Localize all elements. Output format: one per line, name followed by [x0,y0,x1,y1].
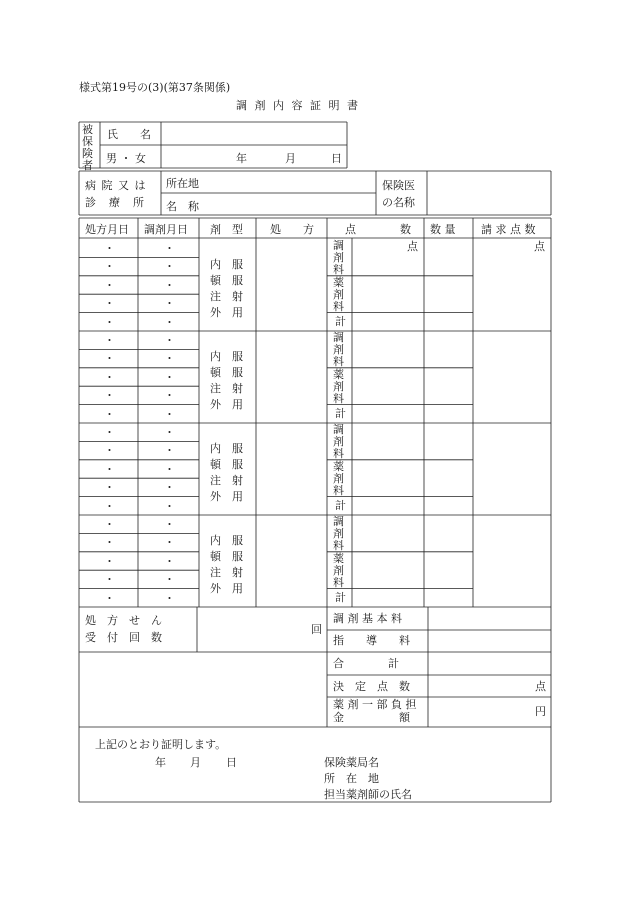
disp-date-dot: ・ [164,462,175,476]
insured-day-label: 日 [331,152,342,165]
disp-date-dot: ・ [164,370,175,384]
claim-points-unit: 点 [534,240,545,253]
dosage-form-option: 外 用 [210,398,243,411]
disp-date-dot: ・ [164,278,175,292]
rx-date-dot: ・ [104,444,115,458]
hospital-address-label: 所在地 [166,177,199,190]
insured-year-label: 年 [236,152,247,165]
disp-date-dot: ・ [164,352,175,366]
dosage-form-option: 外 用 [210,490,243,503]
dispensing-fee-label: 調剤料 [333,331,344,368]
dosage-form-option: 頓 服 [210,550,243,563]
disp-date-dot: ・ [164,481,175,495]
disp-date-dot: ・ [164,426,175,439]
dosage-form-option: 頓 服 [210,458,243,471]
header-quantity: 数 量 [430,223,456,236]
dosage-form-option: 注 射 [210,290,243,303]
dosage-form-option: 外 用 [210,306,243,319]
disp-date-dot: ・ [164,444,175,458]
dosage-form-option: 注 射 [210,566,243,579]
rx-date-dot: ・ [104,334,115,347]
disp-date-dot: ・ [164,242,175,255]
doctor-label-line1: 保険医 [382,179,415,192]
document-title: 調 剤 内 容 証 明 書 [236,99,360,112]
rx-date-dot: ・ [104,426,115,439]
insured-label: 被保険者 [82,123,93,172]
hospital-name-label: 名 称 [166,200,199,213]
drug-fee-label: 薬剤料 [333,368,344,405]
rx-receipt-unit: 回 [311,623,322,636]
dosage-form-option: 内 服 [210,442,243,455]
dosage-form-option: 内 服 [210,350,243,363]
cert-month-label: 月 [190,756,201,769]
rx-date-dot: ・ [104,297,115,311]
rx-date-dot: ・ [104,481,115,495]
disp-date-dot: ・ [164,591,175,605]
cert-day-label: 日 [226,756,237,769]
disp-date-dot: ・ [164,407,175,421]
rx-date-dot: ・ [104,242,115,255]
determined-points-unit: 点 [535,680,546,693]
disp-date-dot: ・ [164,260,175,274]
rx-date-dot: ・ [104,462,115,476]
header-dosage-form: 剤 型 [210,223,243,236]
dispensing-fee-label: 調剤料 [333,239,344,276]
disp-date-dot: ・ [164,315,175,329]
insured-name-label: 氏 名 [107,128,151,141]
guidance-fee-label: 指 導 料 [333,634,410,647]
subtotal-label: 計 [335,407,346,420]
header-rx-date: 処方月日 [85,223,129,236]
disp-date-dot: ・ [164,334,175,347]
drug-fee-label: 薬剤料 [333,276,344,313]
dosage-form-option: 内 服 [210,258,243,271]
pharmacist-name-label: 担当薬剤師の氏名 [324,788,412,801]
certification-statement: 上記のとおり証明します。 [95,738,227,751]
copay-unit: 円 [535,705,546,718]
subtotal-label: 計 [335,315,346,328]
rx-date-dot: ・ [104,389,115,403]
dosage-form-option: 頓 服 [210,366,243,379]
copay-label-line1: 薬 剤 一 部 負 担 [333,698,417,711]
rx-date-dot: ・ [104,554,115,568]
form-number: 様式第19号の(3)(第37条関係) [79,81,231,94]
rx-date-dot: ・ [104,370,115,384]
insured-sex-label: 男 ・ 女 [106,152,146,165]
dispensing-fee-label: 調剤料 [333,423,344,460]
dispensing-fee-label: 調剤料 [333,515,344,552]
cert-year-label: 年 [155,756,166,769]
disp-date-dot: ・ [164,518,175,531]
rx-date-dot: ・ [104,536,115,550]
basic-fee-label: 調 剤 基 本 料 [333,612,402,625]
rx-receipt-label-line1: 処 方 せ ん [85,614,162,627]
hospital-label-line2: 診 療 所 [85,196,145,209]
copay-label-line2: 金 額 [333,711,410,724]
dosage-form-option: 頓 服 [210,274,243,287]
rx-date-dot: ・ [104,499,115,513]
disp-date-dot: ・ [164,389,175,403]
disp-date-dot: ・ [164,499,175,513]
drug-fee-label: 薬剤料 [333,552,344,589]
header-disp-date: 調剤月日 [144,223,188,236]
dosage-form-option: 内 服 [210,534,243,547]
rx-date-dot: ・ [104,407,115,421]
rx-date-dot: ・ [104,518,115,531]
disp-date-dot: ・ [164,297,175,311]
points-unit: 点 [407,240,418,253]
rx-date-dot: ・ [104,315,115,329]
dosage-form-option: 注 射 [210,474,243,487]
subtotal-label: 計 [335,499,346,512]
rx-date-dot: ・ [104,260,115,274]
header-claim-points: 請 求 点 数 [481,223,536,236]
subtotal-label: 計 [335,591,346,604]
rx-date-dot: ・ [104,278,115,292]
rx-date-dot: ・ [104,352,115,366]
rx-date-dot: ・ [104,591,115,605]
dosage-form-option: 外 用 [210,582,243,595]
header-points: 点 数 [345,223,411,236]
pharmacy-address-label: 所 在 地 [324,772,379,785]
disp-date-dot: ・ [164,573,175,587]
rx-date-dot: ・ [104,573,115,587]
disp-date-dot: ・ [164,536,175,550]
doctor-label-line2: の名称 [382,196,415,209]
hospital-label-line1: 病 院 又 は [85,179,147,192]
determined-points-label: 決 定 点 数 [333,680,410,693]
dosage-form-option: 注 射 [210,382,243,395]
disp-date-dot: ・ [164,554,175,568]
header-prescription: 処 方 [270,223,314,236]
insured-month-label: 月 [285,152,296,165]
pharmacy-name-label: 保険薬局名 [324,756,379,769]
sum-label: 合 計 [333,657,399,670]
rx-receipt-label-line2: 受 付 回 数 [85,631,162,644]
drug-fee-label: 薬剤料 [333,460,344,497]
